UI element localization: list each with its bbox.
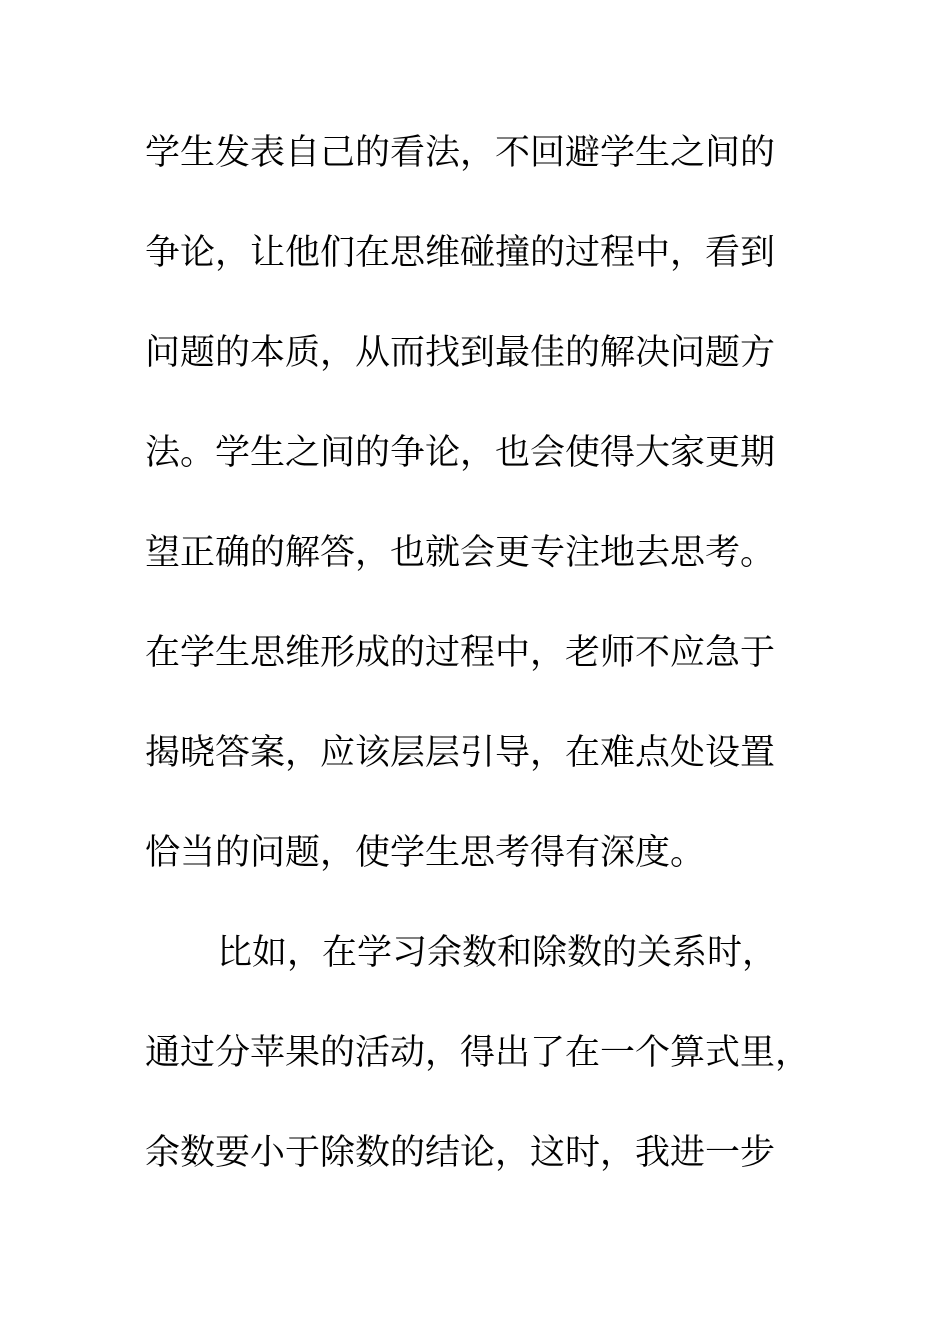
text-line: 在学生思维形成的过程中，老师不应急于 [145,633,776,673]
text-line: 问题的本质，从而找到最佳的解决问题方 [145,333,776,373]
text-line: 余数要小于除数的结论，这时，我进一步 [145,1133,776,1173]
text-line: 学生发表自己的看法，不回避学生之间的 [145,133,776,173]
text-line: 法。学生之间的争论，也会使得大家更期 [145,433,776,473]
paragraph-start-line: 比如，在学习余数和除数的关系时， [217,933,778,973]
text-line: 恰当的问题，使学生思考得有深度。 [145,833,706,873]
text-line: 通过分苹果的活动，得出了在一个算式里， [145,1033,811,1073]
text-line: 揭晓答案，应该层层引导，在难点处设置 [145,733,776,773]
text-line: 望正确的解答，也就会更专注地去思考。 [145,533,776,573]
text-line: 争论，让他们在思维碰撞的过程中，看到 [145,233,776,273]
